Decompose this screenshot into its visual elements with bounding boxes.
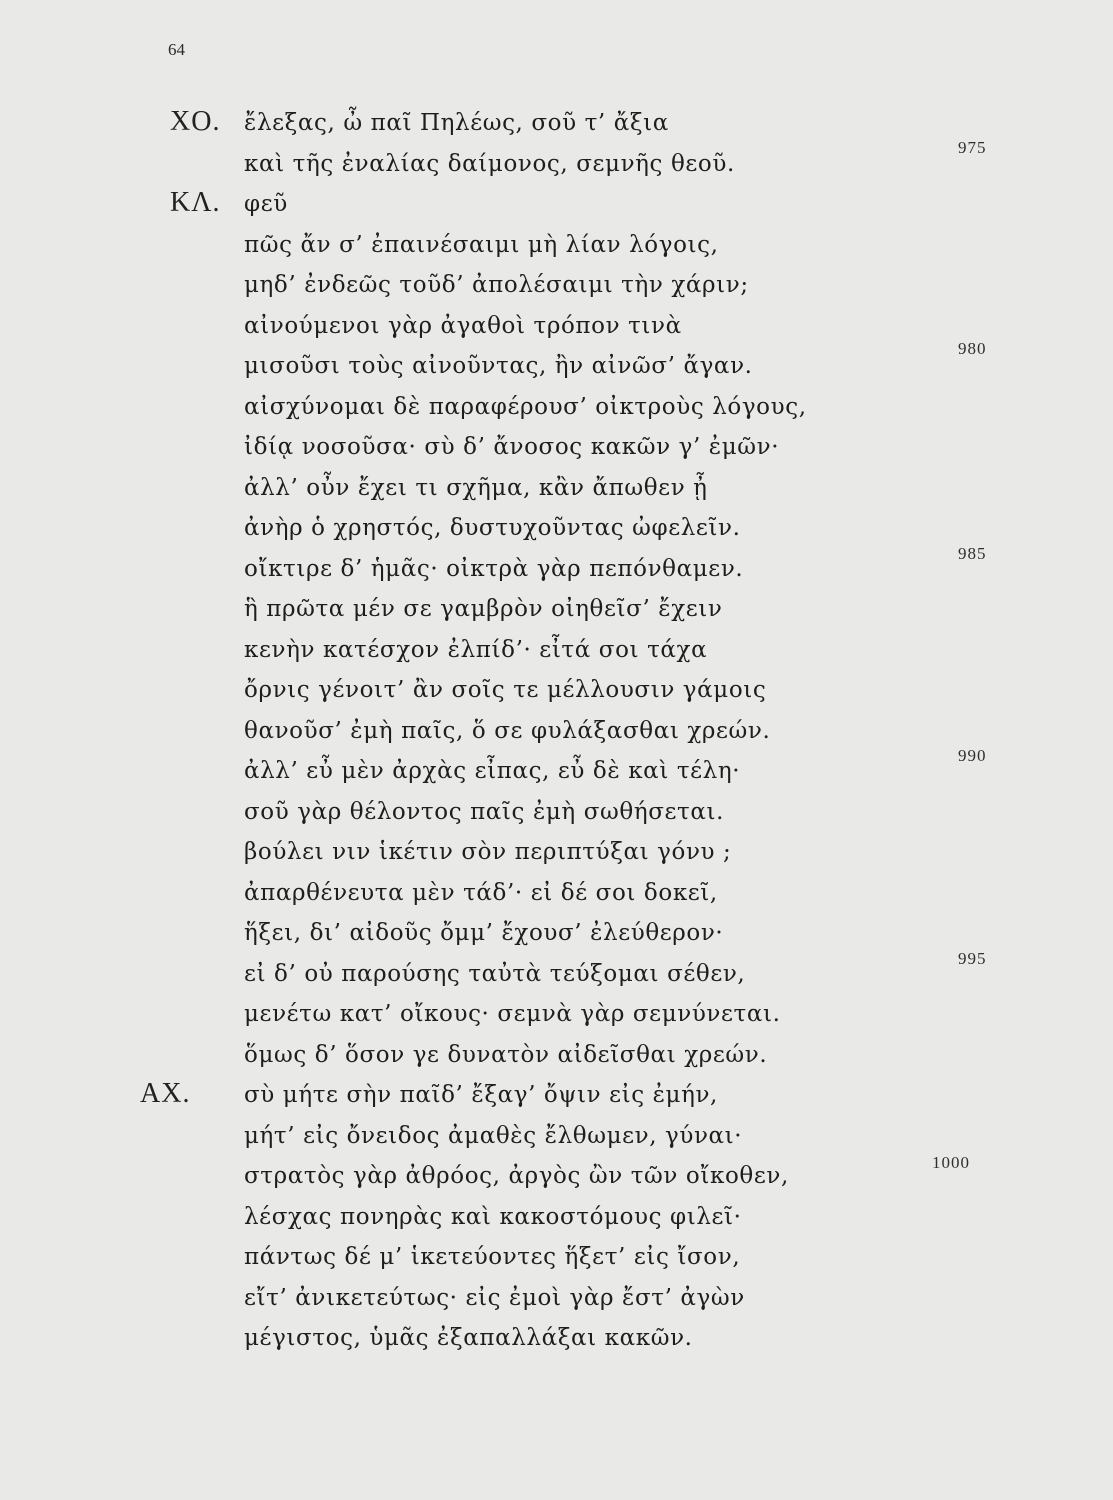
verse-line: [0, 473, 1113, 513]
verse-text: μισοῦσι τοὺς αἰνοῦντας, ἢν αἰνῶσ’ ἄγαν.: [244, 353, 753, 379]
verse-text: ὄρνις γένοιτ’ ἂν σοῖς τε μέλλουσιν γάμοις: [244, 677, 767, 703]
line-number: 975: [958, 138, 987, 157]
verse-line: [0, 918, 1113, 958]
verse-line: [0, 1323, 1113, 1363]
verse-line: [0, 635, 1113, 675]
line-number: 990: [958, 746, 987, 765]
line-number: 985: [958, 543, 987, 563]
verse-line: [0, 1242, 1113, 1282]
verse-line: [0, 1283, 1113, 1323]
verse-text: ὅμως δ’ ὅσον γε δυνατὸν αἰδεῖσθαι χρεών.: [244, 1041, 768, 1068]
page-number: 64: [168, 40, 185, 59]
verse-text: μέγιστος, ὑμᾶς ἐξαπαλλάξαι κακῶν.: [244, 1325, 693, 1351]
verse-text: καὶ τῆς ἐναλίας δαίμονος, σεμνῆς θεοῦ.: [244, 150, 735, 177]
verse-text: ἰδίᾳ νοσοῦσα· σὺ δ’ ἄνοσος κακῶν γ’ ἐμῶν·: [244, 434, 780, 460]
verse-text: ἀλλ’ οὖν ἔχει τι σχῆμα, κἂν ἄπωθεν ᾖ: [244, 474, 708, 501]
verse-line: [0, 513, 1113, 553]
verse-text: θανοῦσ’ ἐμὴ παῖς, ὅ σε φυλάξασθαι χρεών.: [244, 717, 771, 744]
verse-text: πῶς ἄν σ’ ἐπαινέσαιμι μὴ λίαν λόγοις,: [244, 231, 719, 258]
verse-line: [0, 270, 1113, 310]
verse-line: [0, 878, 1113, 918]
verse-line: [0, 339, 1113, 391]
verse-text: αἰνούμενοι γὰρ ἀγαθοὶ τρόπον τινὰ: [244, 312, 682, 339]
verse-text: μενέτω κατ’ οἴκους· σεμνὰ γὰρ σεμνύνεται.: [244, 1001, 781, 1027]
verse-line: [0, 189, 1113, 229]
speaker-label: ΑΧ.: [140, 1078, 191, 1109]
verse-line: [0, 1080, 1113, 1120]
verse-text: στρατὸς γὰρ ἀθρόος, ἀργὸς ὢν τῶν οἴκοθεν,: [244, 1163, 789, 1189]
verse-line: [0, 1202, 1113, 1242]
verse-text: ἀλλ’ εὖ μὲν ἀρχὰς εἶπας, εὖ δὲ καὶ τέλη·: [244, 758, 741, 784]
line-number: 995: [958, 948, 987, 968]
verse-line: [0, 106, 1113, 157]
verse-line: [0, 230, 1113, 270]
verse-text: σοῦ γὰρ θέλοντος παῖς ἐμὴ σωθήσεται.: [244, 798, 725, 825]
verse-line: [0, 543, 1113, 594]
verse-text: μηδ’ ἐνδεῶς τοῦδ’ ἀπολέσαιμι τὴν χάριν;: [244, 272, 749, 298]
verse-line: [0, 392, 1113, 432]
verse-text: ἥξει, δι’ αἰδοῦς ὄμμ’ ἔχουσ’ ἐλεύθερον·: [244, 920, 724, 946]
speaker-label: ΧΟ.: [170, 106, 221, 137]
verse-text: ἀνὴρ ὁ χρηστός, δυστυχοῦντας ὠφελεῖν.: [244, 515, 741, 541]
verse-text: εἰ δ’ οὐ παρούσης ταὐτὰ τεύξομαι σέθεν,: [244, 960, 746, 987]
verse-text: εἴτ’ ἀνικετεύτως· εἰς ἐμοὶ γὰρ ἔστ’ ἀγὼν: [244, 1284, 745, 1311]
verse-line: [0, 797, 1113, 837]
verse-line: [0, 999, 1113, 1039]
verse-text: ἣ πρῶτα μέν σε γαμβρὸν οἰηθεῖσ’ ἔχειν: [244, 596, 723, 622]
verse-line: [0, 432, 1113, 472]
verse-text: αἰσχύνομαι δὲ παραφέρουσ’ οἰκτροὺς λόγους,: [244, 393, 807, 420]
verse-line: [0, 594, 1113, 634]
verse-text: οἴκτιρε δ’ ἡμᾶς· οἰκτρὰ γὰρ πεπόνθαμεν.: [244, 555, 744, 582]
verse-line: [0, 675, 1113, 715]
verse-text: λέσχας πονηρὰς καὶ κακοστόμους φιλεῖ·: [244, 1203, 742, 1230]
verse-line: [0, 149, 1113, 189]
verse-line: [0, 948, 1113, 999]
verse-line: [0, 1040, 1113, 1080]
verse-text: κενὴν κατέσχον ἐλπίδ’· εἶτά σοι τάχα: [244, 636, 708, 663]
verse-text: μήτ’ εἰς ὄνειδος ἀμαθὲς ἔλθωμεν, γύναι·: [244, 1122, 743, 1149]
verse-line: [0, 311, 1113, 351]
verse-line: [0, 716, 1113, 756]
verse-text: ἔλεξας, ὦ παῖ Πηλέως, σοῦ τ’ ἄξια: [244, 110, 669, 136]
verse-text: ἀπαρθένευτα μὲν τάδ’· εἰ δέ σοι δοκεῖ,: [244, 879, 718, 906]
verse-text: πάντως δέ μ’ ἱκετεύοντες ἥξετ’ εἰς ἴσον,: [244, 1244, 741, 1270]
line-number: 980: [958, 339, 987, 358]
speaker-label: ΚΛ.: [170, 187, 221, 218]
verse-line: [0, 746, 1113, 796]
verse-text: φεῦ: [244, 191, 288, 217]
verse-line: [0, 1153, 1113, 1201]
verse-text: σὺ μήτε σὴν παῖδ’ ἔξαγ’ ὄψιν εἰς ἐμήν,: [244, 1082, 718, 1108]
verse-text: βούλει νιν ἱκέτιν σὸν περιπτύξαι γόνυ ;: [244, 839, 732, 865]
line-number: 1000: [932, 1153, 970, 1172]
verse-line: [0, 837, 1113, 877]
